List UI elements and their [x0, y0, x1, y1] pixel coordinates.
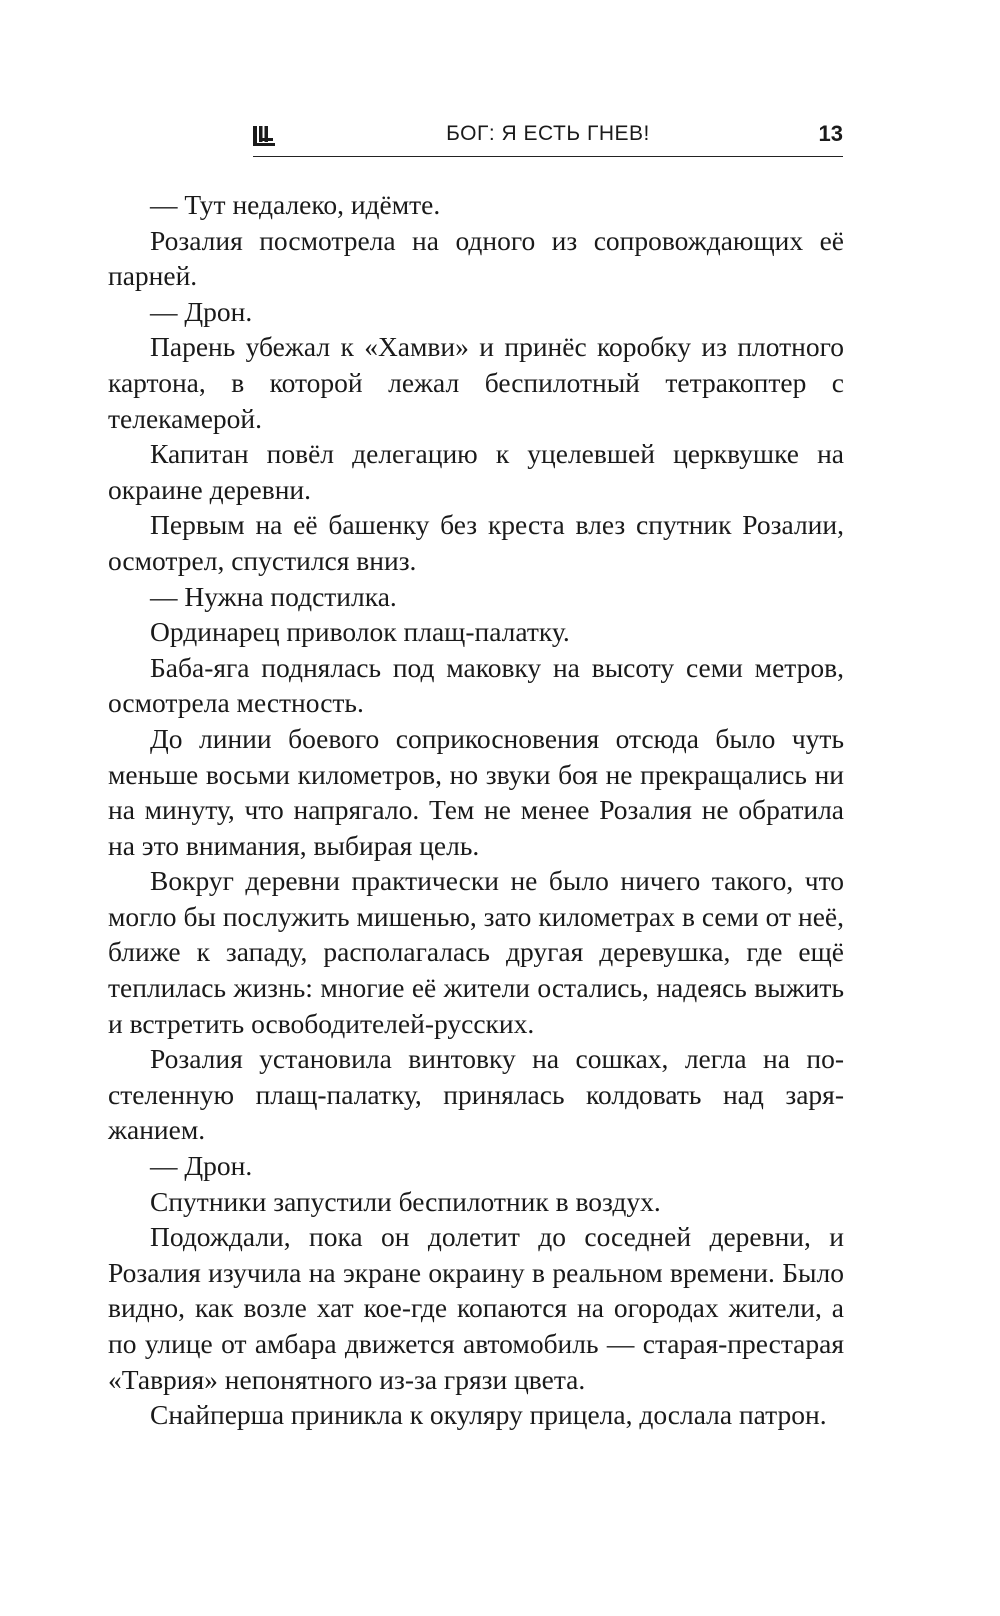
paragraph: Баба-яга поднялась под маковку на высоту семи метров, осмотрела местность. — [108, 651, 844, 719]
paragraph: — Нужна подстилка. — [150, 580, 397, 612]
paragraph: Подождали, пока он долетит до соседней деревни, и Розалия изучила на экране окраину в реальном времени. Было видно, как возле хат кое-где копаются на огородах жители, а по улице от амбара движется автомобиль — старая-престарая «Таврия» непонятного из-за грязи цвета. — [108, 1221, 844, 1395]
paragraph: Розалия посмотрела на одного из сопровождающих её парней. — [108, 224, 844, 292]
page-number: 13 — [818, 121, 843, 146]
paragraph: Розалия установила винтовку на сошках, легла на постеленную плащ-палатку, принялась колдовать над заряжанием. — [108, 1043, 844, 1146]
paragraph: — Тут недалеко, идёмте. — [150, 189, 441, 220]
running-title: БОГ: Я ЕСТЬ ГНЕВ! — [446, 122, 650, 145]
paragraph: — Дрон. — [150, 295, 253, 327]
running-header — [253, 118, 843, 157]
paragraph: Ординарец приволок плащ-палатку. — [150, 616, 570, 648]
paragraph: — Дрон. — [150, 1150, 253, 1182]
paragraph: Вокруг деревни практически не было ничего такого, что могло бы послужить мишенью, зато километрах в семи от неё, ближе к западу, располагалась другая деревушка, где ещё теплилась жизнь: многие её жители остались, надеясь выжить и встретить освободителей-русских. — [108, 865, 844, 1039]
paragraph: Снайперша приникла к окуляру прицела, дослала патрон. — [150, 1399, 827, 1431]
paragraph: До линии боевого соприкосновения отсюда было чуть меньше восьми километров, но звуки боя не прекращались ни на минуту, что напрягало. Тем не менее Розалия не обратила на это внимания, выбирая цель. — [108, 722, 844, 861]
paragraph: Капитан повёл делегацию к уцелевшей церквушке на окраине деревни. — [108, 438, 844, 505]
paragraph: Первым на её башенку без креста влез спутник Розалии, осмотрел, спустился вниз. — [108, 509, 844, 576]
body-text — [108, 187, 844, 1433]
paragraph: Спутники запустили беспилотник в воздух. — [150, 1185, 661, 1217]
paragraph: Парень убежал к «Хамви» и принёс коробку из плотного картона, в которой лежал беспилотный тетракоптер с телекамерой. — [108, 331, 844, 434]
